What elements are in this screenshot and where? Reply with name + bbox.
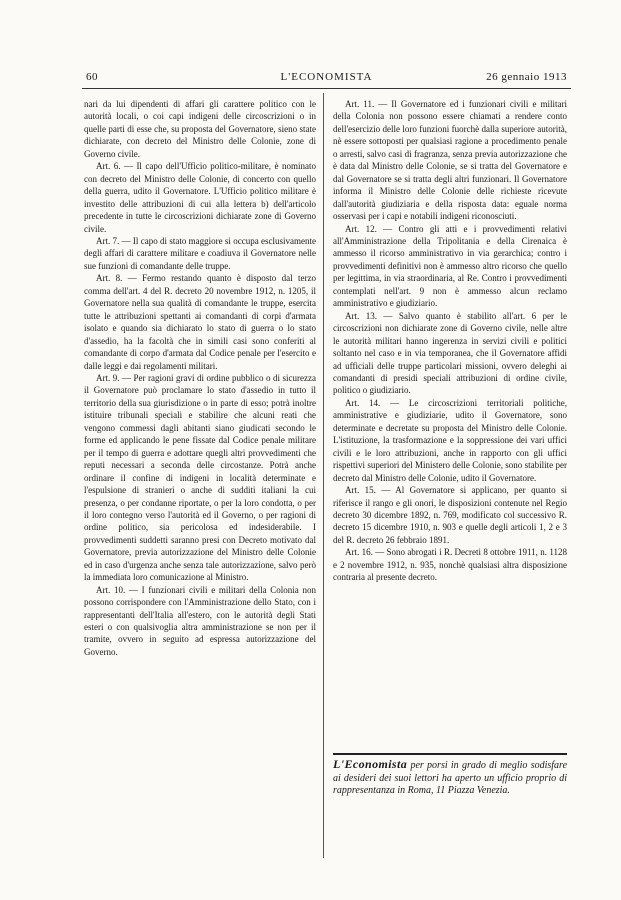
- article-11: Art. 11. — Il Governatore ed i funzionari civili e militari della Colonia non possono essere chiamati a rendere conto dell'esercizio delle loro funzioni fuorchè dalla superiore autorità, nè essere sottoposti per qualsiasi ragione a procedimento penale o arresti, salvo casi di fragranza, senza previa autorizzazione che è data dal Ministro delle Colonie, se si tratta del Governatore e dal Governatore se si tratta degli altri funzionari. Il Governatore informa il Ministro delle Colonie delle richieste ricevute dall'autorità giudiziaria e della risposta data: eguale norma osservasi per i capi e notabili indigeni riconosciuti.: [333, 99, 567, 222]
- right-column: [333, 98, 567, 584]
- notice-brand: L'Economista: [333, 757, 408, 771]
- article-8: Art. 8. — Fermo restando quanto è disposto dal terzo comma dell'art. 4 del R. decreto 20 novembre 1912, n. 1205, il Governatore nella sua qualità di comandante le truppe, esercita tutte le attribuzioni spettanti ai comandanti di corpi d'armata isolato e quando sia dichiarato lo stato di guerra o lo stato d'assedio, ha la facoltà che in simili casi sono conferiti al comandante di corpo d'armata dal Codice penale per l'esercito e dalle leggi e dai regolamenti militari.: [84, 273, 316, 371]
- column-divider: [323, 93, 324, 858]
- article-7: Art. 7. — Il capo di stato maggiore si occupa esclusivamente degli affari di carattere militare e coadiuva il Governatore nelle sue funzioni di comandante delle truppe.: [84, 235, 316, 271]
- running-header: [82, 68, 571, 88]
- header-rule: [82, 88, 571, 89]
- article-9: Art. 9. — Per ragioni gravi di ordine pubblico o di sicurezza il Governatore può proclamare lo stato d'assedio in tutto il territorio della sua giurisdizione o in parte di esso; potrà inoltre istituire tribunali speciali e stabilire che alcuni reati che vengono commessi dagli abitanti siano giudicati secondo le forme ed applicando le pene fissate dal Codice penale militare per il tempo di guerra e adottare quegli altri provvedimenti che reputi necessari a seconda delle circostanze. Potrà anche ordinare il confine di indigeni in località determinate e l'espulsione di stranieri o anche di sudditi italiani la cui presenza, o per condanne riportate, o per la loro condotta, o per il loro contegno verso l'autorità ed il Governo, o per ragioni di ordine politico, sia pericolosa ed indesiderabile. I provvedimenti suddetti saranno presi con Decreto motivato dal Governatore, previa autorizzazione del Ministro delle Colonie ed in caso d'urgenza anche senza tale autorizzazione, salvo però la immediata loro comunicazione al Ministro.: [84, 372, 316, 583]
- article-6: Art. 6. — Il capo dell'Ufficio politico-militare, è nominato con decreto del Ministro delle Colonie, di concerto con quello della guerra, udito il Governatore. L'Ufficio politico militare è investito delle attribuzioni di cui alla lettera b) dell'articolo precedente in tutte le circoscrizioni dichiarate zone di Governo civile.: [84, 161, 316, 234]
- page-number: 60: [86, 71, 98, 83]
- left-column: [84, 98, 316, 658]
- article-14: Art. 14. — Le circoscrizioni territoriali politiche, amministrative e giudiziarie, udito il Governatore, sono determinate e decretate su proposta del Ministro delle Colonie. L'istituzione, la trasformazione e la soppressione dei vari uffici civili e le loro attribuzioni, anche in rapporto con gli uffici rispettivi superiori del Ministero delle Colonie, sono stabilite per decreto dal Ministro delle Colonie, udito il Governatore.: [333, 397, 567, 483]
- article-13: Art. 13. — Salvo quanto è stabilito all'art. 6 per le circoscrizioni non dichiarate zone di Governo civile, nelle altre le autorità militari hanno ingerenza in servizi civili e politici soltanto nel caso e in via temporanea, che il Governatore affidi ad ufficiali delle truppe particolari missioni, ovvero deleghi ai comandanti di presidi speciali attribuzioni di ordine civile, politico o giudiziario.: [333, 310, 567, 396]
- journal-title: L'ECONOMISTA: [280, 71, 373, 83]
- article-10: Art. 10. — I funzionari civili e militari della Colonia non possono corrispondere con l'Amministrazione dello Stato, con i rappresentanti dell'Italia all'estero, con le autorità degli Stati esteri o con qualsivoglia altra amministrazione se non per il tramite, ovvero in seguito ad espressa autorizzazione del Governo.: [84, 584, 316, 657]
- paragraph-continuation: nari da lui dipendenti di affari gli carattere politico con le autorità locali, o coi capi indigeni delle circoscrizioni o in quelle parti di esse che, su proposta del Governatore, sieno state dichiarate, con decreto del Ministro delle Colonie, zone di Governo civile.: [84, 99, 316, 159]
- notice-text: per porsi in grado di meglio sodisfare ai desideri dei suoi lettori ha aperto un ufficio proprio di rappresentanza in Roma, 11 Piazza Venezia.: [333, 760, 568, 797]
- article-16: Art. 16. — Sono abrogati i R. Decreti 8 ottobre 1911, n. 1128 e 2 novembre 1912, n. 935, nonchè qualsiasi altra disposizione contraria al presente decreto.: [333, 547, 567, 583]
- issue-date: 26 gennaio 1913: [486, 71, 567, 83]
- article-12: Art. 12. — Contro gli atti e i provvedimenti relativi all'Amministrazione della Tripolitania e della Cirenaica è ammesso il ricorso amministrativo in via gerarchica; contro i provvedimenti definitivi non è ammesso altro ricorso che quello per legittima, in via straordinaria, al Re. Contro i provvedimenti contemplati nell'art. 9 non è ammesso alcun reclamo amministrativo e giudiziario.: [333, 223, 567, 309]
- article-15: Art. 15. — Al Governatore si applicano, per quanto si riferisce il rango e gli onori, le disposizioni contenute nel Regio decreto 30 dicembre 1892, n. 769, modificato col successivo R. decreto 15 dicembre 1910, n. 903 e quelle degli articoli 1, 2 e 3 del R. decreto 26 febbraio 1891.: [333, 485, 567, 545]
- office-notice: [333, 753, 567, 798]
